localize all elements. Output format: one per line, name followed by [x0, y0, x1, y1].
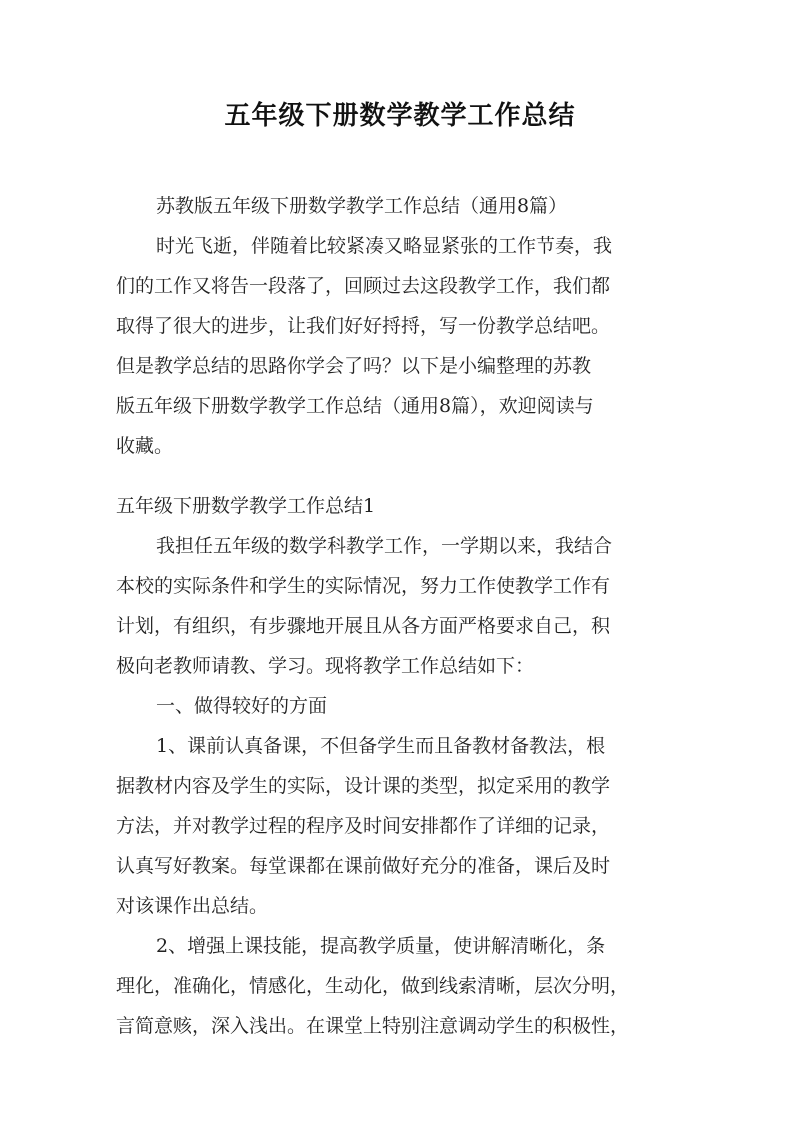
paragraph-line: 对该课作出总结。	[116, 895, 269, 917]
paragraph-line: 据教材内容及学生的实际，设计课的类型，拟定采用的教学	[116, 775, 611, 797]
paragraph-line: 我担任五年级的数学科教学工作，一学期以来，我结合	[156, 535, 613, 557]
paragraph-line: 计划，有组织，有步骤地开展且从各方面严格要求自己，积	[116, 615, 611, 637]
paragraph-line: 言简意赅，深入浅出。在课堂上特别注意调动学生的积极性，	[116, 1015, 630, 1037]
paragraph-line: 理化，准确化，情感化，生动化，做到线索清晰，层次分明，	[116, 975, 630, 997]
paragraph-line: 极向老教师请教、学习。现将教学工作总结如下：	[116, 655, 535, 677]
paragraph-line: 1、课前认真备课，不但备学生而且备教材备教法，根	[156, 735, 606, 757]
paragraph-line: 方法，并对教学过程的程序及时间安排都作了详细的记录，	[116, 815, 611, 837]
paragraph-line: 们的工作又将告一段落了，回顾过去这段教学工作，我们都	[116, 275, 611, 297]
paragraph-line: 收藏。	[116, 435, 174, 457]
paragraph-line: 版五年级下册数学教学工作总结（通用8篇），欢迎阅读与	[116, 395, 594, 417]
paragraph-line: 但是教学总结的思路你学会了吗？以下是小编整理的苏教	[116, 355, 592, 377]
document-title: 五年级下册数学教学工作总结	[224, 101, 576, 131]
paragraph-line: 2、增强上课技能，提高教学质量，使讲解清晰化，条	[156, 935, 606, 957]
section-heading: 五年级下册数学教学工作总结1	[116, 495, 376, 517]
paragraph-line: 认真写好教案。每堂课都在课前做好充分的准备，课后及时	[116, 855, 611, 877]
paragraph-line: 本校的实际条件和学生的实际情况，努力工作使教学工作有	[116, 575, 611, 597]
paragraph-line: 取得了很大的进步，让我们好好捋捋，写一份教学总结吧。	[116, 315, 611, 337]
subtitle-line: 苏教版五年级下册数学教学工作总结（通用8篇）	[156, 195, 568, 217]
paragraph-line: 时光飞逝，伴随着比较紧凑又略显紧张的工作节奏，我	[156, 235, 613, 257]
subsection-heading: 一、做得较好的方面	[156, 695, 328, 717]
